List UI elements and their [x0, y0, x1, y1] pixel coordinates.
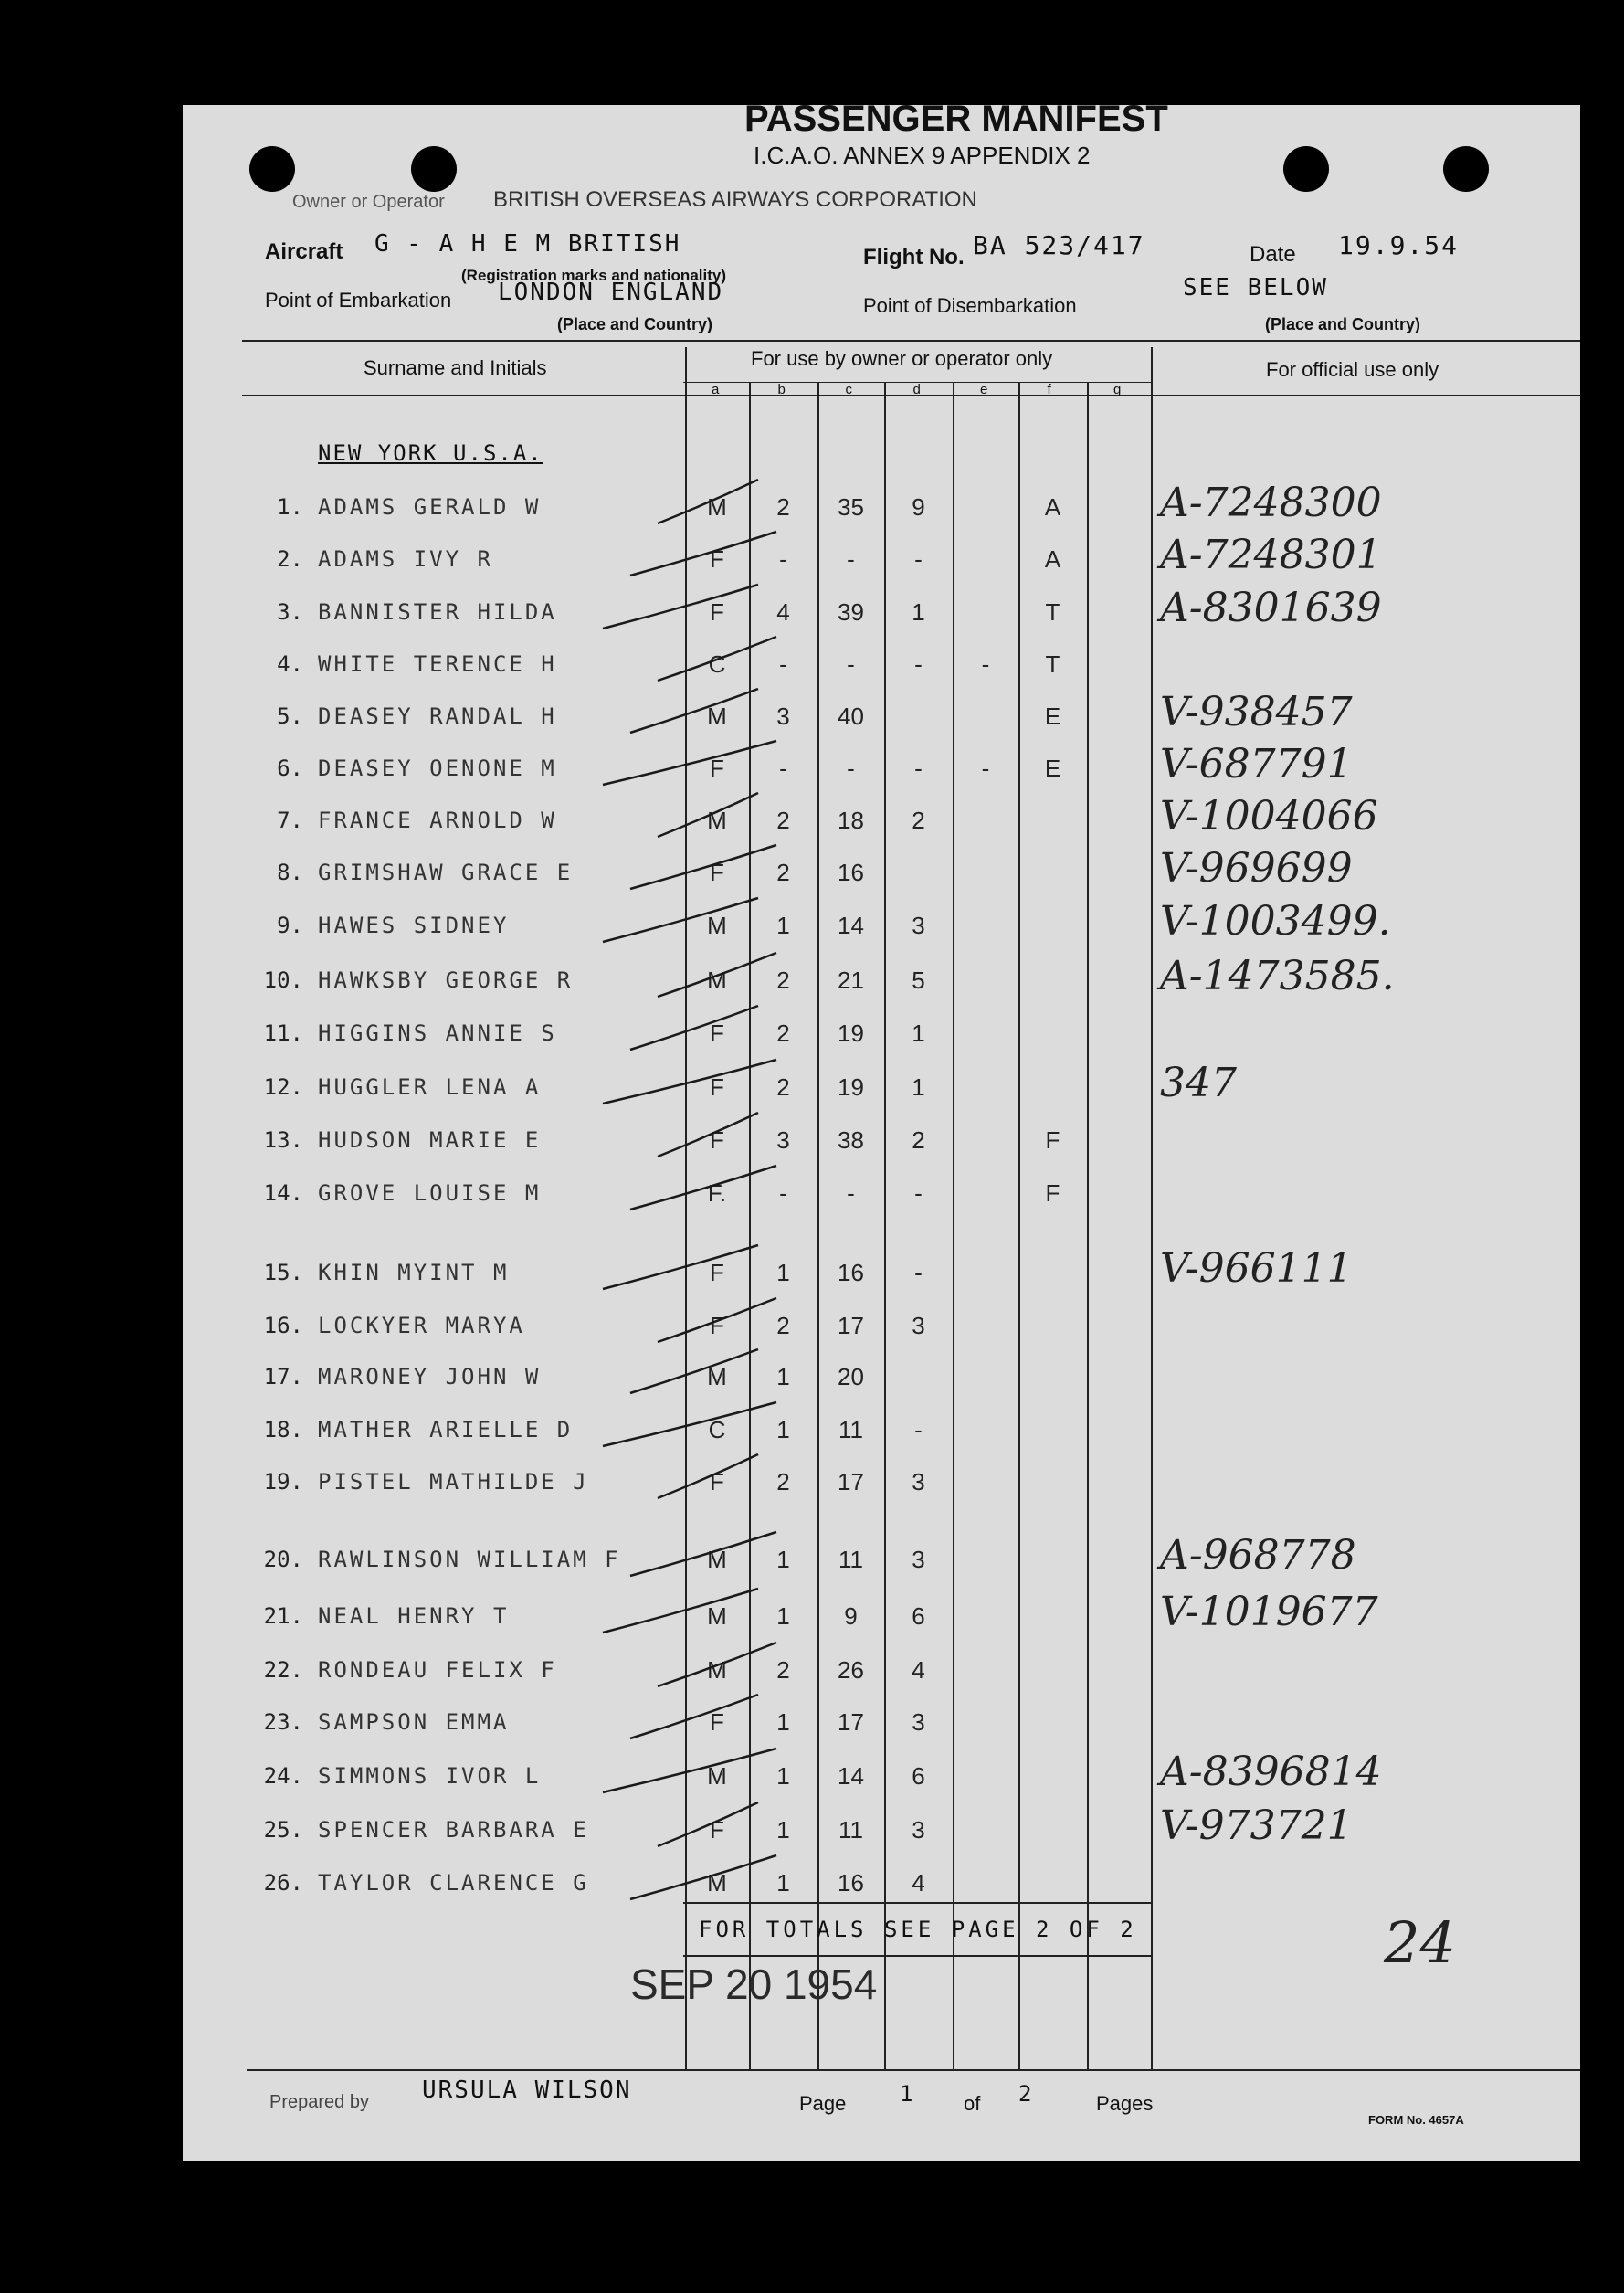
cell-a: M	[707, 703, 727, 730]
cell-b: 3	[776, 1126, 790, 1154]
row-number: 3.	[277, 599, 303, 625]
check-stroke	[658, 1454, 758, 1498]
page-label: Page	[799, 2092, 847, 2115]
cell-b: 1	[776, 1602, 790, 1630]
cell-b: 2	[776, 859, 790, 886]
check-stroke	[603, 1589, 758, 1633]
cell-d: -	[914, 650, 923, 678]
cell-f: A	[1044, 493, 1061, 521]
official-entry: V-973721	[1160, 1802, 1353, 1849]
aircraft-label: Aircraft	[265, 239, 343, 264]
cell-a: M	[707, 912, 727, 939]
subcol-g: g	[1113, 382, 1122, 397]
row-number: 10.	[263, 967, 303, 993]
cell-c: 19	[838, 1073, 864, 1101]
cell-f: T	[1045, 598, 1060, 626]
cell-a: F	[710, 1020, 724, 1047]
row-number: 2.	[277, 546, 303, 572]
passenger-name: DEASEY OENONE M	[318, 756, 557, 781]
cell-c: 26	[838, 1656, 864, 1684]
row-number: 7.	[277, 808, 303, 833]
row-number: 20.	[263, 1547, 303, 1572]
date-stamp: SEP 20 1954	[630, 1960, 878, 2008]
passenger-name: HUDSON MARIE E	[318, 1127, 542, 1153]
check-stroke	[603, 898, 758, 942]
check-stroke	[603, 741, 776, 785]
passenger-name: GRIMSHAW GRACE E	[318, 860, 574, 885]
cell-a: F	[710, 1126, 724, 1154]
cell-d: 3	[912, 1816, 925, 1844]
cell-c: 35	[838, 493, 864, 521]
cell-c: -	[847, 1179, 855, 1207]
check-stroke	[630, 845, 776, 889]
cell-a: M	[707, 967, 727, 994]
cell-b: 1	[776, 1363, 790, 1390]
passenger-name: ADAMS GERALD W	[318, 494, 542, 520]
passenger-name: GROVE LOUISE M	[318, 1180, 542, 1206]
subcol-c: c	[845, 382, 852, 397]
cell-f: T	[1045, 650, 1060, 678]
official-entry: V-938457	[1160, 689, 1353, 735]
check-stroke	[658, 1298, 776, 1342]
passenger-name: LOCKYER MARYA	[318, 1313, 525, 1338]
cell-f: E	[1044, 703, 1061, 730]
cell-c: 11	[838, 1816, 863, 1844]
cell-d: -	[914, 1259, 923, 1286]
cell-b: 1	[776, 1816, 790, 1844]
row-number: 17.	[263, 1364, 303, 1390]
check-stroke	[603, 1402, 776, 1446]
page-value: 1	[900, 2081, 915, 2107]
passenger-name: NEAL HENRY T	[318, 1603, 510, 1629]
cell-c: 14	[838, 912, 864, 939]
row-number: 1.	[277, 494, 303, 520]
cell-b: 2	[776, 1073, 790, 1101]
cell-b: 1	[776, 1416, 790, 1443]
cell-a: C	[708, 1416, 726, 1443]
flight-value: BA 523/417	[973, 230, 1145, 260]
cell-b: 2	[776, 967, 790, 994]
embarkation-value: LONDON ENGLAND	[498, 279, 724, 306]
cell-b: 1	[776, 912, 790, 939]
passenger-name: HUGGLER LENA A	[318, 1074, 542, 1100]
cell-b: -	[779, 650, 787, 678]
row-number: 16.	[263, 1313, 303, 1338]
prepared-label: Prepared by	[269, 2092, 369, 2112]
count-mark: 24	[1384, 1909, 1456, 1976]
cell-b: 2	[776, 807, 790, 834]
passenger-name: RONDEAU FELIX F	[318, 1657, 557, 1683]
row-number: 12.	[263, 1074, 303, 1100]
cell-c: 11	[838, 1546, 863, 1573]
of-value: 2	[1018, 2081, 1034, 2107]
passenger-name: MATHER ARIELLE D	[318, 1417, 574, 1442]
cell-b: 2	[776, 1020, 790, 1047]
cell-c: 21	[838, 967, 864, 994]
manifest-subtitle: I.C.A.O. ANNEX 9 APPENDIX 2	[754, 142, 1091, 169]
cell-d: 1	[912, 1073, 925, 1101]
cell-c: 16	[838, 859, 864, 886]
passenger-name: HIGGINS ANNIE S	[318, 1020, 557, 1046]
cell-b: 1	[776, 1708, 790, 1736]
check-stroke	[603, 1060, 776, 1104]
check-stroke	[630, 1855, 776, 1899]
cell-d: 5	[912, 967, 925, 994]
cell-c: 14	[838, 1762, 864, 1790]
cell-c: -	[847, 755, 855, 782]
cell-a: C	[708, 650, 726, 678]
cell-d: 3	[912, 912, 925, 939]
check-stroke	[630, 689, 758, 733]
row-number: 8.	[277, 860, 303, 885]
check-stroke	[658, 480, 758, 523]
row-number: 15.	[263, 1260, 303, 1285]
cell-b: 1	[776, 1546, 790, 1573]
subcol-d: d	[912, 382, 921, 397]
check-stroke	[630, 1166, 776, 1210]
cell-a: M	[707, 1869, 727, 1897]
official-entry: 347	[1160, 1060, 1237, 1106]
check-stroke	[603, 585, 758, 629]
cell-e: -	[981, 650, 990, 678]
cell-c: 17	[838, 1708, 864, 1736]
row-number: 9.	[277, 913, 303, 938]
check-stroke	[630, 1695, 758, 1738]
cell-b: 1	[776, 1762, 790, 1790]
cell-a: M	[707, 1546, 727, 1573]
disembarkation-value: SEE BELOW	[1183, 274, 1328, 301]
cell-d: 4	[912, 1656, 925, 1684]
check-stroke	[658, 953, 776, 997]
cell-a: M	[707, 1363, 727, 1390]
check-stroke	[658, 1113, 758, 1157]
cell-a: M	[707, 1656, 727, 1684]
check-stroke	[658, 793, 758, 837]
row-number: 21.	[263, 1603, 303, 1629]
official-entry: A-8396814	[1160, 1749, 1382, 1795]
col-surname: Surname and Initials	[364, 356, 547, 379]
passenger-name: SIMMONS IVOR L	[318, 1763, 542, 1789]
cell-f: F	[1045, 1126, 1060, 1154]
cell-d: 6	[912, 1762, 925, 1790]
cell-b: -	[779, 1179, 787, 1207]
check-stroke	[658, 1643, 776, 1686]
date-label: Date	[1250, 242, 1296, 267]
passenger-name: PISTEL MATHILDE J	[318, 1469, 589, 1495]
cell-c: 40	[838, 703, 864, 730]
cell-d: 2	[912, 807, 925, 834]
flight-label: Flight No.	[863, 245, 965, 269]
cell-d: -	[914, 1416, 923, 1443]
cell-c: 18	[838, 807, 864, 834]
check-stroke	[630, 532, 776, 576]
cell-a: F	[710, 545, 724, 573]
cell-d: 1	[912, 1020, 925, 1047]
aircraft-value: G - A H E M BRITISH	[374, 230, 681, 258]
cell-a: F	[710, 1468, 724, 1495]
official-entry: V-1019677	[1160, 1589, 1378, 1635]
cell-c: -	[847, 545, 855, 573]
row-number: 26.	[263, 1870, 303, 1896]
subcol-e: e	[980, 382, 988, 397]
passenger-name: SAMPSON EMMA	[318, 1709, 510, 1735]
cell-c: -	[847, 650, 855, 678]
cell-d: -	[914, 545, 923, 573]
manifest-title: PASSENGER MANIFEST	[744, 99, 1168, 139]
row-number: 5.	[277, 703, 303, 729]
row-number: 23.	[263, 1709, 303, 1735]
official-entry: V-687791	[1160, 741, 1353, 787]
col-owner: For use by owner or operator only	[751, 347, 1053, 370]
cell-b: 3	[776, 703, 790, 730]
cell-a: F.	[707, 1179, 727, 1207]
date-value: 19.9.54	[1338, 230, 1460, 260]
passenger-name: MARONEY JOHN W	[318, 1364, 542, 1390]
official-entry: V-969699	[1160, 845, 1353, 892]
cell-a: F	[710, 598, 724, 626]
cell-c: 16	[838, 1259, 864, 1286]
check-stroke	[658, 1802, 758, 1846]
cell-c: 38	[838, 1126, 864, 1154]
cell-b: -	[779, 545, 787, 573]
cell-b: 2	[776, 1312, 790, 1339]
cell-a: M	[707, 1762, 727, 1790]
cell-a: F	[710, 1708, 724, 1736]
row-number: 19.	[263, 1469, 303, 1495]
cell-a: M	[707, 1602, 727, 1630]
owner-label: Owner or Operator	[292, 192, 445, 212]
cell-c: 17	[838, 1312, 864, 1339]
registration-note: (Registration marks and nationality)	[461, 267, 726, 284]
row-number: 6.	[277, 756, 303, 781]
check-stroke	[630, 1532, 776, 1576]
passenger-name: BANNISTER HILDA	[318, 599, 557, 625]
passenger-name: FRANCE ARNOLD W	[318, 808, 557, 833]
official-entry: A-8301639	[1160, 585, 1382, 631]
cell-d: 3	[912, 1546, 925, 1573]
cell-b: 4	[776, 598, 790, 626]
owner-value: BRITISH OVERSEAS AIRWAYS CORPORATION	[493, 187, 977, 212]
totals-note: FOR TOTALS SEE PAGE 2 OF 2	[699, 1917, 1137, 1942]
prepared-value: URSULA WILSON	[422, 2076, 632, 2104]
cell-f: E	[1044, 755, 1061, 782]
form-number: FORM No. 4657A	[1368, 2113, 1464, 2127]
official-entry: A-968778	[1160, 1532, 1356, 1579]
check-stroke	[630, 1006, 758, 1050]
col-official: For official use only	[1266, 358, 1439, 381]
cell-d: 9	[912, 493, 925, 521]
passenger-name: HAWES SIDNEY	[318, 913, 510, 938]
row-number: 14.	[263, 1180, 303, 1206]
official-entry: A-1473585.	[1160, 953, 1395, 999]
cell-d: 3	[912, 1312, 925, 1339]
cell-b: 1	[776, 1869, 790, 1897]
official-entry: V-1003499.	[1160, 898, 1391, 945]
disembarkation-label: Point of Disembarkation	[863, 294, 1077, 317]
cell-d: 3	[912, 1708, 925, 1736]
cell-c: 11	[838, 1416, 863, 1443]
cell-c: 9	[844, 1602, 858, 1630]
row-number: 4.	[277, 651, 303, 677]
cell-f: F	[1045, 1179, 1060, 1207]
cell-f: A	[1044, 545, 1061, 573]
subcol-a: a	[712, 382, 720, 397]
cell-e: -	[981, 755, 990, 782]
passenger-name: ADAMS IVY R	[318, 546, 493, 572]
row-number: 18.	[263, 1417, 303, 1442]
cell-a: F	[710, 1312, 724, 1339]
cell-a: F	[710, 859, 724, 886]
row-number: 25.	[263, 1817, 303, 1843]
passenger-name: HAWKSBY GEORGE R	[318, 967, 574, 993]
cell-b: 2	[776, 1656, 790, 1684]
check-stroke	[630, 1349, 758, 1393]
cell-a: F	[710, 1816, 724, 1844]
destination-label: NEW YORK U.S.A.	[318, 440, 543, 466]
passenger-name: DEASEY RANDAL H	[318, 703, 557, 729]
cell-b: 1	[776, 1259, 790, 1286]
passenger-name: RAWLINSON WILLIAM F	[318, 1547, 621, 1572]
cell-c: 19	[838, 1020, 864, 1047]
subcol-f: f	[1047, 382, 1051, 397]
cell-b: 2	[776, 1468, 790, 1495]
cell-c: 17	[838, 1468, 864, 1495]
pages-label: Pages	[1096, 2092, 1154, 2115]
cell-d: 6	[912, 1602, 925, 1630]
cell-c: 16	[838, 1869, 864, 1897]
passenger-name: WHITE TERENCE H	[318, 651, 557, 677]
cell-c: 20	[838, 1363, 864, 1390]
cell-b: -	[779, 755, 787, 782]
cell-d: 2	[912, 1126, 925, 1154]
cell-d: 3	[912, 1468, 925, 1495]
check-stroke	[658, 637, 776, 681]
official-entry: A-7248301	[1160, 532, 1382, 578]
of-label: of	[964, 2092, 981, 2115]
passenger-name: SPENCER BARBARA E	[318, 1817, 589, 1843]
embarkation-label: Point of Embarkation	[265, 289, 452, 312]
official-entry: A-7248300	[1160, 480, 1382, 526]
cell-a: F	[710, 1259, 724, 1286]
official-entry: V-966111	[1160, 1245, 1353, 1292]
cell-c: 39	[838, 598, 864, 626]
passenger-name: KHIN MYINT M	[318, 1260, 510, 1285]
cell-a: M	[707, 807, 727, 834]
place-note: (Place and Country)	[557, 315, 713, 333]
cell-a: F	[710, 755, 724, 782]
check-stroke	[603, 1749, 776, 1792]
row-number: 22.	[263, 1657, 303, 1683]
cell-d: -	[914, 1179, 923, 1207]
check-stroke	[603, 1245, 758, 1289]
cell-d: -	[914, 755, 923, 782]
cell-d: 1	[912, 598, 925, 626]
place-note-2: (Place and Country)	[1265, 315, 1421, 333]
cell-a: M	[707, 493, 727, 521]
official-entry: V-1004066	[1160, 793, 1378, 840]
cell-b: 2	[776, 493, 790, 521]
row-number: 11.	[263, 1020, 303, 1046]
row-number: 24.	[263, 1763, 303, 1789]
cell-d: 4	[912, 1869, 925, 1897]
cell-a: F	[710, 1073, 724, 1101]
subcol-b: b	[777, 382, 786, 397]
passenger-name: TAYLOR CLARENCE G	[318, 1870, 589, 1896]
row-number: 13.	[263, 1127, 303, 1153]
